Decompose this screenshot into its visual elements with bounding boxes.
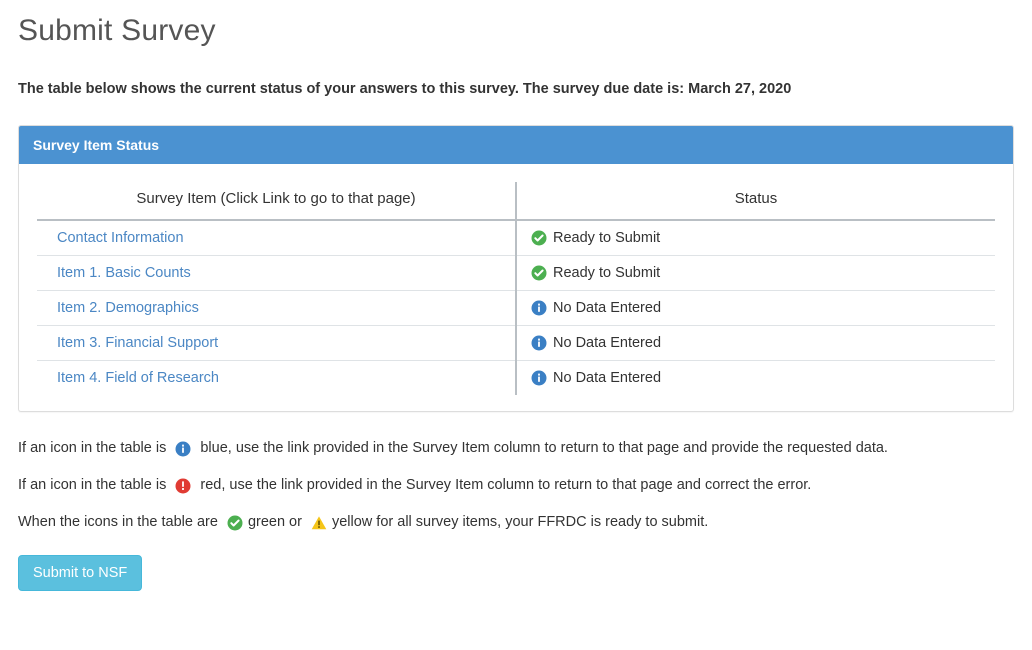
table-cell-status xyxy=(516,326,995,361)
submit-survey-page xyxy=(0,14,1032,591)
status-cell xyxy=(531,265,989,281)
legend-note-blue-before: If an icon in the table is xyxy=(18,440,171,456)
table-body xyxy=(37,220,995,395)
legend-note-red xyxy=(18,477,1014,493)
info-circle-blue-icon xyxy=(531,370,547,386)
table-cell-survey-item xyxy=(37,220,516,256)
table-cell-survey-item xyxy=(37,326,516,361)
status-text: No Data Entered xyxy=(553,335,662,351)
status-text: Ready to Submit xyxy=(553,230,661,246)
survey-item-status-panel xyxy=(18,125,1014,412)
column-header-status: Status xyxy=(516,182,995,220)
table-row xyxy=(37,220,995,256)
status-text: Ready to Submit xyxy=(553,265,661,281)
info-circle-blue-icon xyxy=(175,441,191,457)
info-circle-blue-icon xyxy=(531,335,547,351)
panel-body xyxy=(19,164,1013,411)
survey-item-link-contact-information[interactable]: Contact Information xyxy=(57,230,184,246)
legend-note-red-after: red, use the link provided in the Survey Item column to return to that page and correct the error. xyxy=(196,477,812,493)
table-cell-status xyxy=(516,220,995,256)
table-row xyxy=(37,291,995,326)
status-text: No Data Entered xyxy=(553,300,662,316)
legend-note-blue xyxy=(18,440,1014,456)
legend-note-green-yellow xyxy=(18,514,1014,530)
page-title: Submit Survey xyxy=(18,14,216,47)
submit-to-nsf-button[interactable]: Submit to NSF xyxy=(18,555,142,591)
status-cell xyxy=(531,335,989,351)
survey-item-link-item-2-demographics[interactable]: Item 2. Demographics xyxy=(57,300,199,316)
table-cell-status xyxy=(516,361,995,396)
table-row xyxy=(37,256,995,291)
check-circle-green-icon xyxy=(531,230,547,246)
warning-triangle-yellow-icon xyxy=(311,515,327,531)
table-cell-status xyxy=(516,291,995,326)
intro-text: The table below shows the current status of your answers to this survey. The survey due date is: March 27, 2020 xyxy=(18,81,792,97)
check-circle-green-icon xyxy=(531,265,547,281)
check-circle-green-icon xyxy=(227,515,243,531)
table-cell-status xyxy=(516,256,995,291)
info-circle-blue-icon xyxy=(531,300,547,316)
survey-item-link-item-3-financial-support[interactable]: Item 3. Financial Support xyxy=(57,335,219,351)
column-header-survey-item: Survey Item (Click Link to go to that page) xyxy=(37,182,516,220)
legend-note-green-before: When the icons in the table are xyxy=(18,514,222,530)
table-header-row xyxy=(37,182,995,220)
status-text: No Data Entered xyxy=(553,370,662,386)
survey-item-link-item-1-basic-counts[interactable]: Item 1. Basic Counts xyxy=(57,265,191,281)
legend-note-green-mid: green or xyxy=(247,514,306,530)
legend-note-green-after: yellow for all survey items, your FFRDC is ready to submit. xyxy=(331,514,709,530)
status-cell xyxy=(531,230,989,246)
error-circle-red-icon xyxy=(175,478,191,494)
status-cell xyxy=(531,300,989,316)
panel-heading: Survey Item Status xyxy=(19,126,1013,164)
table-cell-survey-item xyxy=(37,256,516,291)
legend-note-red-before: If an icon in the table is xyxy=(18,477,171,493)
table-row xyxy=(37,326,995,361)
legend-notes xyxy=(18,440,1014,530)
table-cell-survey-item xyxy=(37,291,516,326)
survey-item-link-item-4-field-of-research[interactable]: Item 4. Field of Research xyxy=(57,370,219,386)
table-head xyxy=(37,182,995,220)
table-row xyxy=(37,361,995,396)
survey-status-table xyxy=(37,182,995,395)
legend-note-blue-after: blue, use the link provided in the Survey Item column to return to that page and provide the requested data. xyxy=(196,440,888,456)
table-cell-survey-item xyxy=(37,361,516,396)
status-cell xyxy=(531,370,989,386)
